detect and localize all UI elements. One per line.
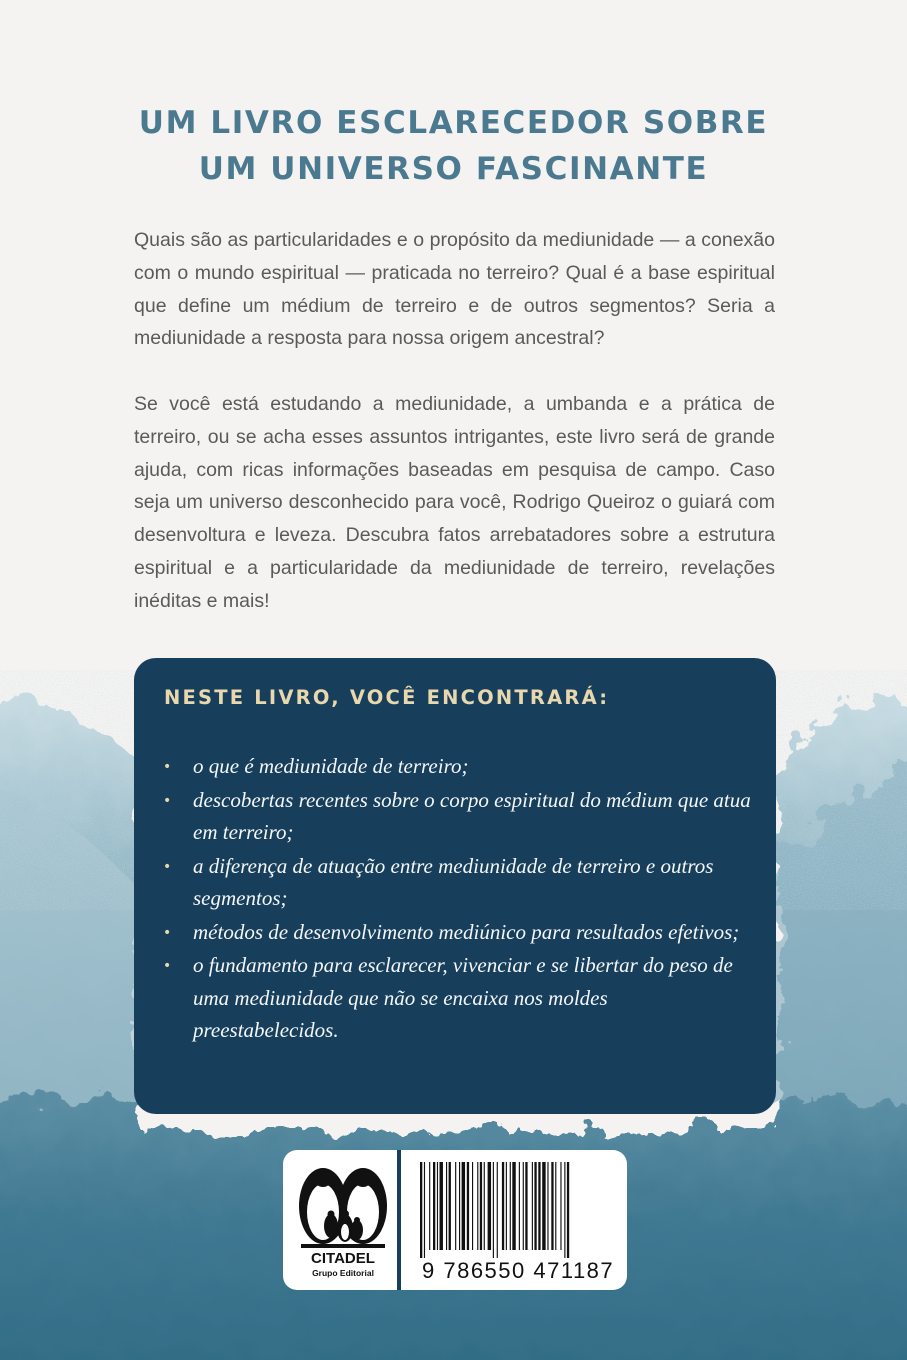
barcode-bar	[472, 1162, 473, 1250]
headline-line-2: UM UNIVERSO FASCINANTE	[198, 151, 709, 187]
description-paragraph-2: Se você está estudando a mediunidade, a umbanda e a prática de terreiro, ou se acha esses assuntos intrigantes, este livro será de grande ajuda, com ricas informações baseadas em pesquisa de campo. Caso seja um universo desconhecido para você, Rodrigo Queiroz o guiará com desenvoltura e leveza. Descubra fatos arrebatadores sobre a estrutura espiritual e a particularidade da mediunidade de terreiro, revelações inéditas e mais!	[134, 393, 775, 612]
barcode-bar	[467, 1162, 469, 1250]
barcode-bar	[488, 1162, 491, 1250]
badge-divider	[397, 1150, 401, 1290]
barcode-bar	[420, 1162, 422, 1258]
bullet-icon: •	[163, 858, 172, 875]
barcode-bar	[564, 1162, 565, 1258]
barcode-bar	[424, 1162, 425, 1258]
barcode-bar	[446, 1162, 447, 1250]
highlights-title: NESTE LIVRO, VOCÊ ENCONTRARÁ:	[164, 686, 610, 709]
barcode-bar	[532, 1162, 533, 1250]
bullet-icon: •	[163, 958, 172, 974]
list-item-text: a diferença de atuação entre mediunidade de terreiro e outros segmentos;	[193, 853, 714, 910]
barcode-bar	[502, 1162, 504, 1250]
barcode-bar	[484, 1162, 485, 1250]
barcode-bar	[538, 1162, 540, 1250]
barcode-bar	[433, 1162, 435, 1250]
barcode-bar	[555, 1162, 556, 1250]
barcode-bar	[560, 1162, 561, 1250]
publisher-name: CITADEL	[311, 1250, 375, 1267]
barcode-image	[418, 1162, 614, 1258]
list-item-text: métodos de desenvolvimento mediúnico para resultados efetivos;	[193, 919, 740, 944]
barcode-bar	[480, 1162, 482, 1250]
bullet-icon: •	[163, 924, 172, 941]
list-item-text: o fundamento para esclarecer, vivenciar e se libertar do peso de uma mediunidade que não se encaixa nos moldes preestabelecidos.	[193, 953, 733, 1042]
list-item	[134, 784, 753, 849]
list-item	[134, 916, 753, 949]
barcode-bar	[551, 1162, 553, 1250]
barcode-bar	[567, 1162, 569, 1258]
bullet-icon: •	[163, 759, 172, 775]
barcode-bar	[542, 1162, 545, 1250]
barcode-bar	[449, 1162, 451, 1250]
barcode-bar	[506, 1162, 507, 1250]
barcode-bar	[510, 1162, 511, 1250]
barcode-bar	[497, 1162, 498, 1258]
barcode-bar	[429, 1162, 430, 1250]
list-item	[134, 750, 753, 783]
barcode-bar	[525, 1162, 527, 1250]
list-item-text: o que é mediunidade de terreiro;	[193, 754, 469, 778]
publisher-logo	[293, 1164, 393, 1278]
bullet-icon: •	[163, 792, 172, 809]
isbn-number: 9 786550 471187	[422, 1258, 615, 1283]
publisher-barcode-badge	[283, 1150, 627, 1290]
barcode-bar	[459, 1162, 460, 1250]
barcode-bar	[493, 1162, 494, 1258]
barcode-bar	[462, 1162, 465, 1250]
list-item	[134, 949, 753, 1047]
list-item	[134, 850, 753, 915]
penguins-logo-icon	[293, 1164, 393, 1250]
barcode-bar	[477, 1162, 478, 1250]
barcode-bar	[523, 1162, 524, 1250]
list-item-text: descobertas recentes sobre o corpo espiritual do médium que atua em terreiro;	[193, 787, 751, 844]
highlights-box	[134, 658, 776, 1114]
publisher-subtitle: Grupo Editorial	[312, 1268, 374, 1278]
highlights-list	[134, 750, 753, 1048]
description-paragraph-1: Quais são as particularidades e o propósito da mediunidade — a conexão com o mundo espiritual — praticada no terreiro? Qual é a base espiritual que define um médium de terreiro e de outros segmentos? Seria a mediunidade a resposta para nossa origem ancestral?	[134, 229, 775, 350]
barcode-bar	[437, 1162, 438, 1250]
barcode-bar	[440, 1162, 443, 1250]
barcode-bar	[534, 1162, 536, 1250]
barcode-bar	[512, 1162, 515, 1250]
barcode-bar	[547, 1162, 548, 1250]
barcode-bar	[519, 1162, 520, 1250]
headline	[0, 100, 907, 192]
barcode-bar	[455, 1162, 456, 1250]
headline-line-1: UM LIVRO ESCLARECEDOR SOBRE	[138, 105, 769, 141]
